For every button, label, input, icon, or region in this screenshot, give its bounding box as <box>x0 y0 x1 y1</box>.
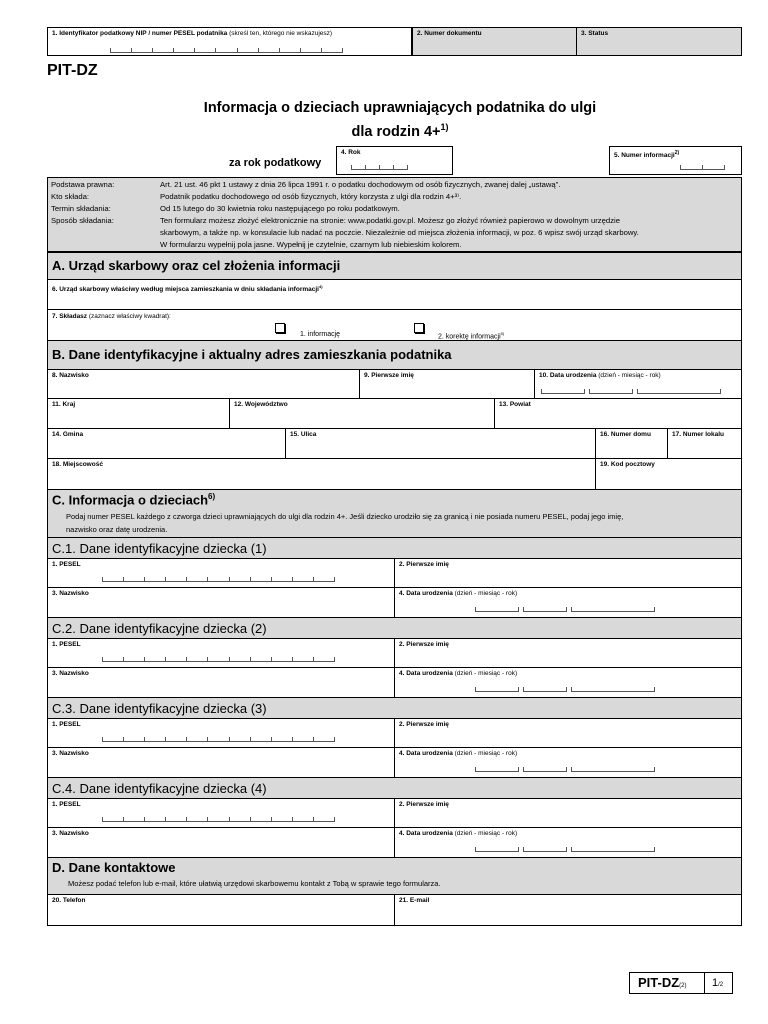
child-3-surname-field[interactable] <box>47 747 395 778</box>
child-4-header: C.4. Dane identyfikacyjne dziecka (4) <box>47 777 742 799</box>
apartment-number-label: 17. Numer lokalu <box>672 431 725 438</box>
info-number-field[interactable] <box>609 146 742 175</box>
form-code: PIT-DZ <box>47 62 98 79</box>
birth-date-field[interactable] <box>534 369 742 399</box>
first-name-field[interactable] <box>359 369 535 399</box>
child-3-first-name-label: 2. Pierwsze imię <box>399 721 449 728</box>
municipality-field[interactable] <box>47 428 286 459</box>
child-3-birth-date-field[interactable] <box>394 747 742 778</box>
info-row-key: Podstawa prawna: <box>51 180 115 189</box>
child-4-surname-field[interactable] <box>47 827 395 858</box>
header-field-2 <box>412 27 577 56</box>
child-1-surname-field[interactable] <box>47 587 395 618</box>
child-2-surname-label: 3. Nazwisko <box>52 670 89 677</box>
child-3-birth-date-label: 4. Data urodzenia (dzień - miesiąc - rok) <box>399 750 518 757</box>
child-3-header: C.3. Dane identyfikacyjne dziecka (3) <box>47 697 742 719</box>
submission-type-field <box>47 309 742 341</box>
info-row-key: Kto składa: <box>51 192 90 201</box>
form-title-line1: Informacja o dzieciach uprawniających podatnika do ulgi <box>203 100 597 116</box>
child-2-birth-date-label: 4. Data urodzenia (dzień - miesiąc - rok) <box>399 670 518 677</box>
correction-option-label: 2. korektę informacji$^{5)}$ <box>438 331 505 341</box>
info-row-value: Podatnik podatku dochodowego od osób fizycznych, który korzysta z ulgi dla rodzin 4+³⁾. <box>160 192 462 201</box>
footer-code-box <box>629 972 705 994</box>
child-2-header: C.2. Dane identyfikacyjne dziecka (2) <box>47 617 742 639</box>
section-c-desc: Podaj numer PESEL każdego z czworga dzieci uprawniających do ulgi dla rodzin 4+. Jeśli dziecko urodziło się za granicą i nie posiada numeru PESEL, podaj jego imię, nazwisko oraz datę urodzenia. <box>66 512 624 534</box>
child-1-surname-label: 3. Nazwisko <box>52 590 89 597</box>
street-label: 15. Ulica <box>290 431 317 438</box>
information-checkbox[interactable] <box>275 323 285 333</box>
apartment-number-field[interactable] <box>667 428 742 459</box>
submission-type-label: 7. Składasz (zaznacz właściwy kwadrat): <box>52 313 171 320</box>
child-4-pesel-label: 1. PESEL <box>52 801 81 808</box>
section-c-header <box>47 489 742 538</box>
postal-code-field[interactable] <box>595 458 742 490</box>
birth-date-label: 10. Data urodzenia (dzień - miesiąc - rok) <box>539 372 661 379</box>
child-1-pesel-label: 1. PESEL <box>52 561 81 568</box>
correction-checkbox[interactable] <box>414 323 424 333</box>
child-4-birth-date-field[interactable] <box>394 827 742 858</box>
country-label: 11. Kraj <box>52 401 76 408</box>
footer-code: PIT-DZ(2) <box>638 975 687 990</box>
section-c-title: C. Informacja o dzieciach$^{6)}$ <box>52 492 216 508</box>
child-4-pesel-field[interactable] <box>47 798 395 828</box>
street-field[interactable] <box>285 428 596 459</box>
child-2-surname-field[interactable] <box>47 667 395 698</box>
child-2-birth-date-field[interactable] <box>394 667 742 698</box>
info-row-value: Art. 21 ust. 46 pkt 1 ustawy z dnia 26 lipca 1991 r. o podatku dochodowym od osób fizycznych, zwanej dalej „ustawą”. <box>160 180 561 189</box>
county-label: 13. Powiat <box>499 401 531 408</box>
country-field[interactable] <box>47 398 230 429</box>
child-2-pesel-field[interactable] <box>47 638 395 668</box>
email-label: 21. E-mail <box>399 897 430 904</box>
form-title <box>100 99 700 142</box>
child-1-header: C.1. Dane identyfikacyjne dziecka (1) <box>47 537 742 559</box>
header-field-1-label: 1. Identyfikator podatkowy NIP / numer PESEL podatnika (skreśl ten, którego nie wskazujesz) <box>52 30 333 37</box>
voivodeship-label: 12. Województwo <box>234 401 288 408</box>
child-4-first-name-label: 2. Pierwsze imię <box>399 801 449 808</box>
email-field[interactable] <box>394 894 742 926</box>
child-2-pesel-label: 1. PESEL <box>52 641 81 648</box>
tax-office-field[interactable] <box>47 279 742 310</box>
phone-label: 20. Telefon <box>52 897 86 904</box>
info-row-value: skarbowym, a także np. w konsulacie lub nadać na poczcie. Niezależnie od miejsca złożenia informacji, w poz. 6 wpisz swój urząd skarbowy. <box>160 228 639 237</box>
header-field-3-label: 3. Status <box>581 30 609 37</box>
tax-year-label: za rok podatkowy <box>229 157 322 169</box>
form-title-line2: dla rodzin 4+$^{1)}$ <box>351 122 449 140</box>
child-1-first-name-field[interactable] <box>394 558 742 588</box>
header-field-2-label: 2. Numer dokumentu <box>417 30 482 37</box>
info-row-key: Sposób składania: <box>51 216 114 225</box>
first-name-label: 9. Pierwsze imię <box>364 372 414 379</box>
child-1-pesel-field[interactable] <box>47 558 395 588</box>
voivodeship-field[interactable] <box>229 398 495 429</box>
information-option-label: 1. informację <box>300 331 341 338</box>
tax-year-field-label: 4. Rok <box>341 149 361 156</box>
header-field-1[interactable] <box>47 27 412 56</box>
footer-page: 1/2 <box>712 977 724 989</box>
city-label: 18. Miejscowość <box>52 461 103 468</box>
child-3-pesel-field[interactable] <box>47 718 395 748</box>
section-d-desc: Możesz podać telefon lub e-mail, które ułatwią urzędowi skarbowemu kontakt z Tobą w sprawie tego formularza. <box>68 879 441 888</box>
child-3-first-name-field[interactable] <box>394 718 742 748</box>
child-4-first-name-field[interactable] <box>394 798 742 828</box>
section-d-header <box>47 857 742 895</box>
municipality-label: 14. Gmina <box>52 431 84 438</box>
child-3-surname-label: 3. Nazwisko <box>52 750 89 757</box>
section-a-header: A. Urząd skarbowy oraz cel złożenia informacji <box>47 252 742 280</box>
footer-page-box <box>704 972 733 994</box>
house-number-label: 16. Numer domu <box>600 431 651 438</box>
child-3-pesel-label: 1. PESEL <box>52 721 81 728</box>
city-field[interactable] <box>47 458 596 490</box>
info-row-value: Od 15 lutego do 30 kwietnia roku następującego po roku podatkowym. <box>160 204 400 213</box>
postal-code-label: 19. Kod pocztowy <box>600 461 655 468</box>
child-1-first-name-label: 2. Pierwsze imię <box>399 561 449 568</box>
surname-label: 8. Nazwisko <box>52 372 89 379</box>
tax-year-field[interactable] <box>336 146 453 175</box>
county-field[interactable] <box>494 398 742 429</box>
house-number-field[interactable] <box>595 428 668 459</box>
phone-field[interactable] <box>47 894 395 926</box>
section-d-title: D. Dane kontaktowe <box>52 860 176 875</box>
child-4-surname-label: 3. Nazwisko <box>52 830 89 837</box>
info-row-value: Ten formularz możesz złożyć elektronicznie na stronie: www.podatki.gov.pl. Możesz go złożyć również papierowo w dowolnym urzędzie <box>160 216 621 225</box>
child-4-birth-date-label: 4. Data urodzenia (dzień - miesiąc - rok) <box>399 830 518 837</box>
info-number-label: 5. Numer informacji$^{2)}$ <box>614 150 680 160</box>
child-1-birth-date-label: 4. Data urodzenia (dzień - miesiąc - rok) <box>399 590 518 597</box>
nip-comb[interactable] <box>110 48 342 53</box>
info-row-value: W formularzu wypełnij pola jasne. Wypełnij je czytelnie, czarnym lub niebieskim kolorem. <box>160 240 462 249</box>
child-2-first-name-label: 2. Pierwsze imię <box>399 641 449 648</box>
child-2-first-name-field[interactable] <box>394 638 742 668</box>
surname-field[interactable] <box>47 369 360 399</box>
header-field-3 <box>576 27 742 56</box>
section-b-header: B. Dane identyfikacyjne i aktualny adres zamieszkania podatnika <box>47 340 742 370</box>
child-1-birth-date-field[interactable] <box>394 587 742 618</box>
info-row-key: Termin składania: <box>51 204 111 213</box>
tax-office-label: 6. Urząd skarbowy właściwy według miejsca zamieszkania w dniu składania informacji$^{4)}$ <box>52 284 323 294</box>
